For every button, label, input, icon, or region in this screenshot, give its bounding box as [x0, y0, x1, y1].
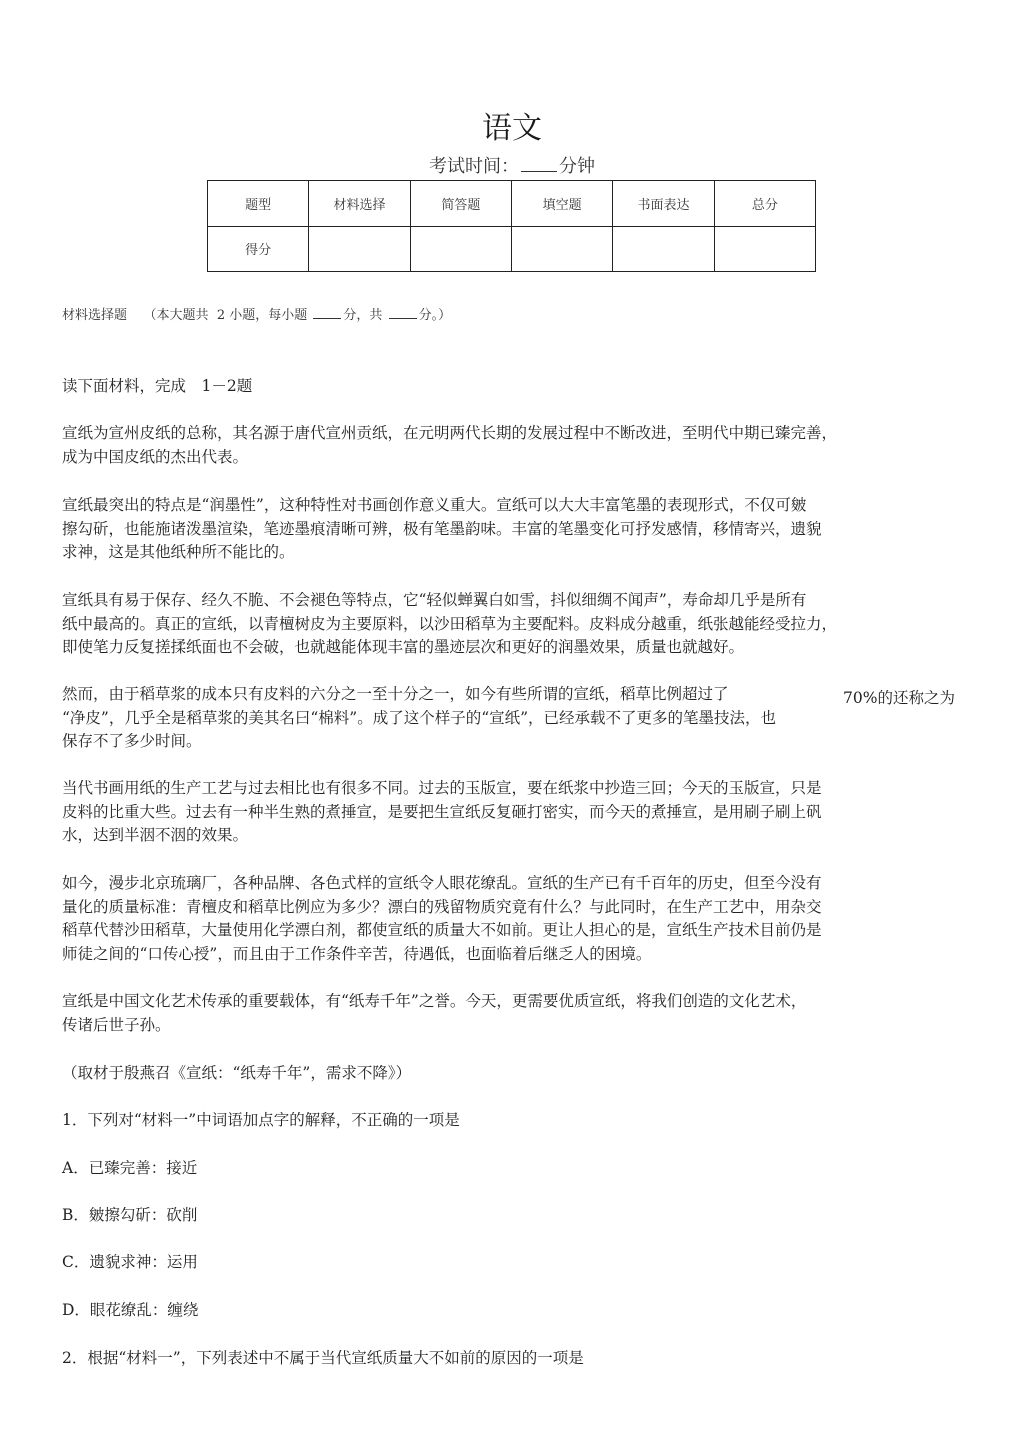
table-cell: 得分 — [208, 226, 309, 272]
paragraph-4 — [62, 683, 862, 754]
text-line: 师徒之间的“口传心授”，而且由于工作条件辛苦，待遇低，也面临着后继乏人的困境。 — [62, 944, 652, 963]
question-2: 2．根据“材料一”，下列表述中不属于当代宣纸质量大不如前的原因的一项是 — [62, 1349, 584, 1367]
table-cell: 填空题 — [511, 181, 612, 227]
paragraph-3 — [62, 589, 862, 660]
table-cell: 书面表达 — [613, 181, 714, 227]
text-line: 成为中国皮纸的杰出代表。 — [62, 447, 249, 466]
exam-time — [0, 152, 1024, 178]
score-input-cell — [714, 226, 815, 272]
blank — [313, 308, 341, 319]
section-heading — [62, 304, 451, 323]
table-cell: 简答题 — [410, 181, 511, 227]
table-cell: 题型 — [208, 181, 309, 227]
score-input-cell — [309, 226, 410, 272]
text-line: 宣纸为宣州皮纸的总称，其名源于唐代宣州贡纸，在元明两代长期的发展过程中不断改进，至明代中期已臻完善， — [62, 424, 838, 442]
table-row — [208, 181, 816, 227]
text-line: 擦勾斫，也能施诸泼墨渲染，笔迹墨痕清晰可辨，极有笔墨韵味。丰富的笔墨变化可抒发感情，移情寄兴，遗貌 — [62, 519, 822, 538]
section-desc: 分。） — [418, 308, 452, 323]
text-line: 纸中最高的。真正的宣纸，以青檀树皮为主要原料，以沙田稻草为主要配料。皮料成分越重，纸张越能经受拉力， — [62, 614, 838, 633]
section-count: 2 — [216, 308, 226, 323]
section-desc: 小题，每小题 — [229, 308, 308, 323]
time-label: 考试时间： — [429, 156, 519, 177]
text-line: 然而，由于稻草浆的成本只有皮料的六分之一至十分之一，如今有些所谓的宣纸，稻草比例超过了 — [62, 685, 729, 703]
score-input-cell — [613, 226, 714, 272]
source-citation: （取材于殷燕召《宣纸：“纸寿千年”，需求不降》） — [62, 1064, 412, 1082]
text-line: 皮料的比重大些。过去有一种半生熟的煮捶宣，是要把生宣纸反复砸打密实，而今天的煮捶宣，是用刷子刷上矾 — [62, 802, 822, 821]
instruction: 读下面材料，完成 1－2题 — [62, 377, 253, 395]
time-blank — [521, 157, 557, 172]
text-line: 水，达到半洇不洇的效果。 — [62, 826, 249, 844]
score-input-cell — [511, 226, 612, 272]
text-line: 宣纸具有易于保存、经久不脆、不会褪色等特点，它“轻似蝉翼白如雪，抖似细绸不闻声”，寿命却几乎是所有 — [62, 591, 807, 609]
section-desc: 分，共 — [343, 308, 383, 323]
text-line: “净皮”，几乎全是稻草浆的美其名曰“棉料”。成了这个样子的“宣纸”，已经承载不了更多的笔墨技法，也 — [62, 708, 777, 727]
paragraph-6 — [62, 872, 862, 966]
question-1: 1．下列对“材料一”中词语加点字的解释，不正确的一项是 — [62, 1111, 460, 1129]
text-line: 当代书画用纸的生产工艺与过去相比也有很多不同。过去的玉版宣，要在纸浆中抄造三回；今天的玉版宣，只是 — [62, 779, 822, 797]
text-line: 传诸后世子孙。 — [62, 1015, 171, 1034]
section-name: 材料选择题 — [62, 308, 128, 323]
paragraph-2 — [62, 494, 862, 565]
paragraph-1 — [62, 422, 862, 469]
text-line: 稻草代替沙田稻草，大量使用化学漂白剂，都使宣纸的质量大不如前。更让人担心的是，宣纸生产技术目前仍是 — [62, 921, 822, 939]
table-row — [208, 226, 816, 272]
time-unit: 分钟 — [559, 156, 595, 177]
score-input-cell — [410, 226, 511, 272]
text-line: 量化的质量标准：青檀皮和稻草比例应为多少？漂白的残留物质究竟有什么？与此同时，在生产工艺中，用杂交 — [62, 897, 822, 916]
section-desc: （本大题共 — [143, 308, 209, 323]
text-line: 求神，这是其他纸种所不能比的。 — [62, 543, 295, 561]
table-cell: 材料选择 — [309, 181, 410, 227]
paragraph-4-tail: 70%的还称之为 — [843, 689, 955, 707]
blank — [389, 308, 417, 319]
page-title: 语文 — [482, 111, 542, 146]
paragraph-5 — [62, 777, 862, 848]
option-b: B．皴擦勾斫：砍削 — [62, 1206, 198, 1224]
text-line: 宣纸是中国文化艺术传承的重要载体，有“纸寿千年”之誉。今天，更需要优质宣纸，将我们创造的文化艺术， — [62, 992, 807, 1010]
table-cell: 总分 — [714, 181, 815, 227]
text-line: 保存不了多少时间。 — [62, 732, 202, 750]
score-table — [207, 180, 816, 272]
text-line: 宣纸最突出的特点是“润墨性”，这种特性对书画创作意义重大。宣纸可以大大丰富笔墨的表现形式，不仅可皴 — [62, 496, 807, 514]
option-c: C．遗貌求神：运用 — [62, 1253, 198, 1271]
text-line: 如今，漫步北京琉璃厂，各种品牌、各色式样的宣纸令人眼花缭乱。宣纸的生产已有千百年的历史，但至今没有 — [62, 874, 822, 892]
text-line: 即使笔力反复搓揉纸面也不会破，也就越能体现丰富的墨迹层次和更好的润墨效果，质量也就越好。 — [62, 638, 745, 656]
option-a: A．已臻完善：接近 — [62, 1159, 198, 1177]
option-d: D．眼花缭乱：缠绕 — [62, 1301, 199, 1319]
paragraph-7 — [62, 990, 862, 1037]
